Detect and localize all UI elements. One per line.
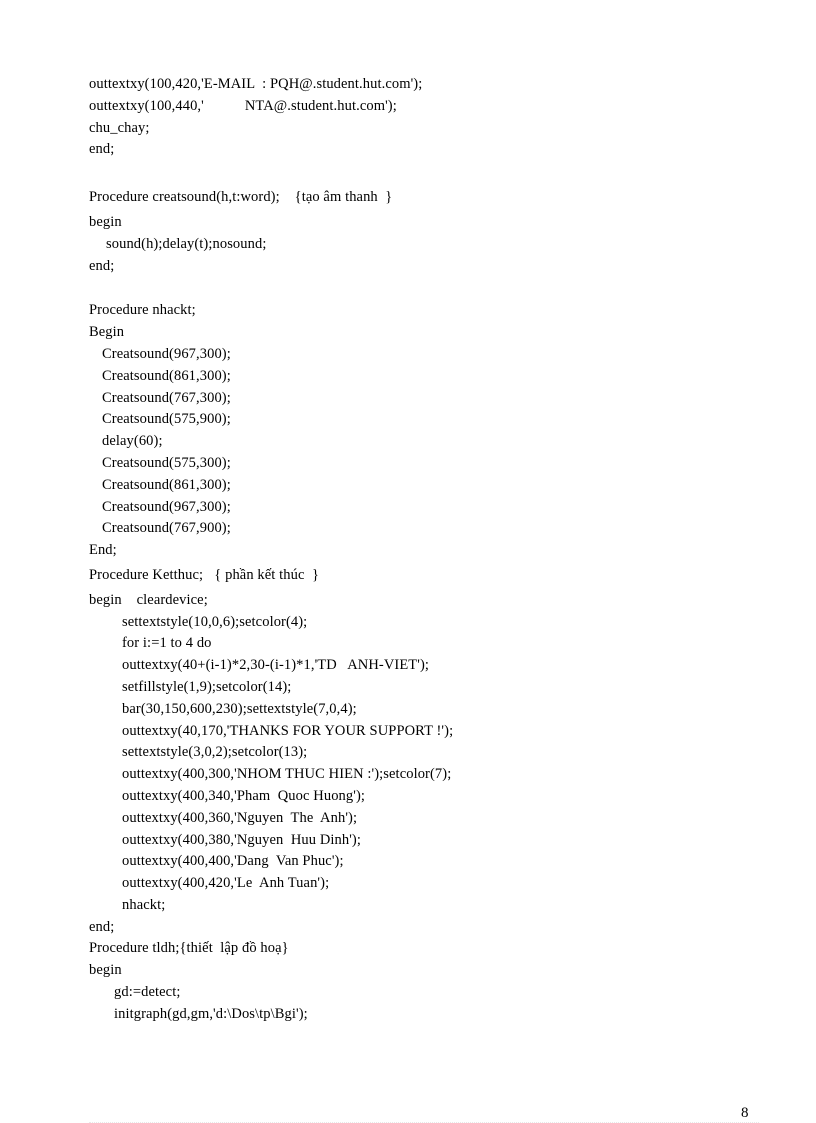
code-line: begin	[89, 962, 122, 979]
page-number: 8	[741, 1105, 749, 1121]
blank-line	[89, 277, 779, 300]
code-line: Creatsound(767,900);	[102, 520, 231, 537]
code-line: outtextxy(400,380,'Nguyen Huu Dinh');	[122, 831, 361, 848]
code-line: settextstyle(10,0,6);setcolor(4);	[122, 613, 308, 630]
code-listing	[89, 74, 779, 1026]
code-line: outtextxy(400,420,'Le Anh Tuan');	[122, 875, 330, 892]
code-line: outtextxy(40,170,'THANKS FOR YOUR SUPPORT !');	[122, 722, 454, 739]
code-line: for i:=1 to 4 do	[122, 635, 212, 652]
code-line: outtextxy(40+(i-1)*2,30-(i-1)*1,'TD ANH-VIET');	[122, 657, 430, 674]
code-line: outtextxy(100,440,' NTA@.student.hut.com');	[89, 97, 397, 114]
code-line: delay(60);	[102, 433, 163, 450]
code-line: sound(h);delay(t);nosound;	[106, 235, 267, 252]
code-line: Creatsound(767,300);	[102, 389, 231, 406]
code-line: outtextxy(400,400,'Dang Van Phuc');	[122, 853, 344, 870]
code-line: end;	[89, 141, 115, 158]
code-line: end;	[89, 257, 115, 274]
code-line: bar(30,150,600,230);settextstyle(7,0,4);	[122, 700, 357, 717]
code-line: Creatsound(861,300);	[102, 367, 231, 384]
code-line: Creatsound(861,300);	[102, 476, 231, 493]
code-line: Begin	[89, 324, 125, 341]
code-line: Procedure creatsound(h,t:word); {tạo âm thanh }	[89, 189, 393, 206]
code-line: outtextxy(100,420,'E-MAIL : PQH@.student.hut.com');	[89, 76, 423, 92]
code-line: initgraph(gd,gm,'d:\Dos\tp\Bgi');	[114, 1005, 308, 1022]
code-line: End;	[89, 542, 117, 559]
blank-line	[89, 161, 779, 184]
code-line: Procedure Ketthuc; { phần kết thúc }	[89, 566, 320, 583]
code-line: Procedure nhackt;	[89, 302, 196, 319]
code-line: nhackt;	[122, 896, 166, 913]
code-line: outtextxy(400,340,'Pham Quoc Huong');	[122, 787, 366, 804]
code-line: setfillstyle(1,9);setcolor(14);	[122, 678, 292, 695]
code-line: Creatsound(575,900);	[102, 411, 231, 428]
code-line: end;	[89, 918, 115, 935]
code-line: chu_chay;	[89, 119, 150, 136]
code-line: settextstyle(3,0,2);setcolor(13);	[122, 744, 308, 761]
code-line: gd:=detect;	[114, 984, 181, 1001]
code-line: outtextxy(400,360,'Nguyen The Anh');	[122, 809, 358, 826]
code-line: Creatsound(575,300);	[102, 454, 231, 471]
code-line: Creatsound(967,300);	[102, 345, 231, 362]
code-line: outtextxy(400,300,'NHOM THUC HIEN :');setcolor(7);	[122, 766, 452, 783]
code-line: Procedure tldh;{thiết lập đồ hoạ}	[89, 940, 289, 957]
code-line: Creatsound(967,300);	[102, 498, 231, 515]
code-line: begin cleardevice;	[89, 591, 208, 608]
code-line: begin	[89, 213, 122, 230]
